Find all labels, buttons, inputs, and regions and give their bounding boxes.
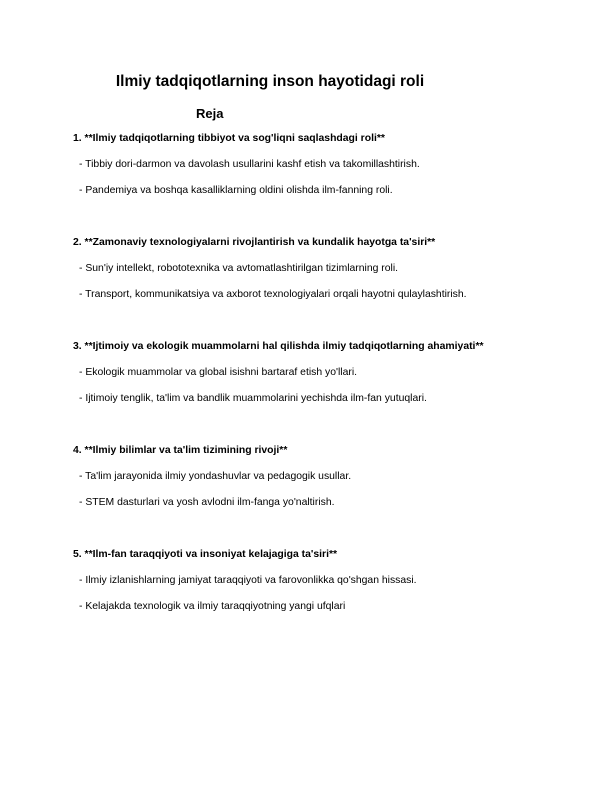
list-item: - Ta'lim jarayonida ilmiy yondashuvlar va pedagogik usullar. [79, 471, 352, 482]
document-title: Ilmiy tadqiqotlarning inson hayotidagi roli [115, 73, 425, 90]
list-item: - Kelajakda texnologik va ilmiy taraqqiyotning yangi ufqlari [79, 601, 346, 612]
list-item: - STEM dasturlari va yosh avlodni ilm-fanga yo'naltirish. [79, 497, 335, 508]
section-heading: 2. **Zamonaviy texnologiyalarni rivojlantirish va kundalik hayotga ta'siri** [73, 237, 436, 248]
section-heading: 1. **Ilmiy tadqiqotlarning tibbiyot va sog'liqni saqlashdagi roli** [73, 133, 385, 144]
list-item: - Pandemiya va boshqa kasalliklarning oldini olishda ilm-fanning roli. [79, 185, 393, 196]
list-item: - Ilmiy izlanishlarning jamiyat taraqqiyoti va farovonlikka qo'shgan hissasi. [79, 575, 417, 586]
list-item: - Sun'iy intellekt, robototexnika va avtomatlashtirilgan tizimlarning roli. [79, 263, 399, 274]
plan-heading: Reja [196, 106, 224, 121]
list-item: - Transport, kommunikatsiya va axborot texnologiyalari orqali hayotni qulaylashtirish. [79, 289, 467, 300]
section-heading: 4. **Ilmiy bilimlar va ta'lim tizimining rivoji** [73, 445, 288, 456]
section-heading: 3. **Ijtimoiy va ekologik muammolarni hal qilishda ilmiy tadqiqotlarning ahamiyati** [73, 341, 484, 352]
plan-section-2 [73, 230, 593, 308]
plan-section-4 [73, 438, 593, 516]
plan-list [73, 126, 593, 646]
plan-section-1 [73, 126, 593, 204]
plan-section-5 [73, 542, 593, 620]
plan-section-3 [73, 334, 593, 412]
list-item: - Tibbiy dori-darmon va davolash usullarini kashf etish va takomillashtirish. [79, 159, 420, 170]
list-item: - Ekologik muammolar va global isishni bartaraf etish yo'llari. [79, 367, 358, 378]
list-item: - Ijtimoiy tenglik, ta'lim va bandlik muammolarini yechishda ilm-fan yutuqlari. [79, 393, 427, 404]
section-heading: 5. **Ilm-fan taraqqiyoti va insoniyat kelajagiga ta'siri** [73, 549, 338, 560]
